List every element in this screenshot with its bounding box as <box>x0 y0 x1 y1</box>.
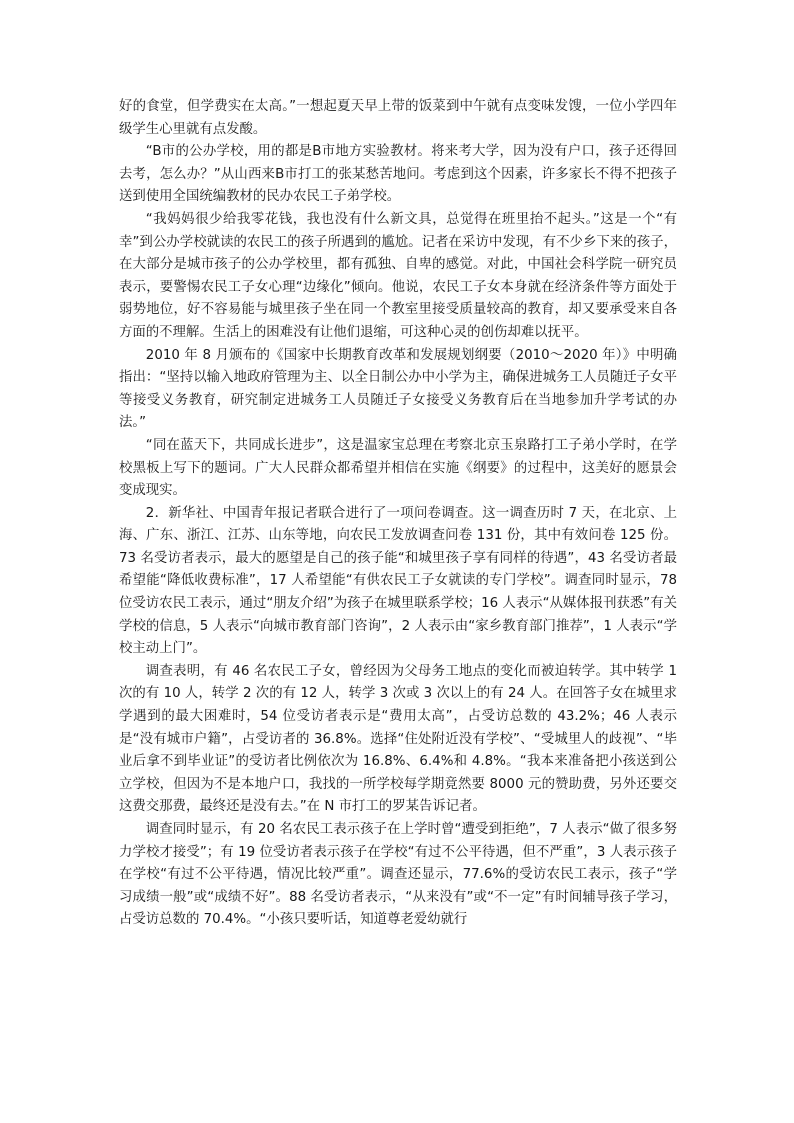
paragraph-transfer-findings: 调查表明，有 46 名农民工子女，曾经因为父母务工地点的变化而被迫转学。其中转学 1 次的有 10 人，转学 2 次的有 12 人，转学 3 次或 3 次以上的有 24 人。在回答子女在城里求学遇到的最大困难时，54 位受访者表示是“费用太高”，占受访总数的 43.2%；46 人表示是“没有城市户籍”，占受访者的 36.8%。选择“住处附近没有学校”、“受城里人的歧视”、“毕业后拿不到毕业证”的受访者比例依次为 16.8%、6.4%和 4.8%。“我本来准备把小孩送到公立学校，但因为不是本地户口，我找的一所学校每学期竟然要 8000 元的赞助费，另外还要交这费交那费，最终还是没有去。”在 N 市打工的罗某告诉记者。 <box>119 663 677 815</box>
paragraph-education-plan: 2010 年 8 月颁布的《国家中长期教育改革和发展规划纲要（2010～2020 年）》中明确指出：“坚持以输入地政府管理为主、以全日制公办中小学为主，确保进城务工人员随迁子女平等接受义务教育，研究制定进城务工人员随迁子女接受义务教育后在当地参加升学考试的办法。” <box>119 347 677 431</box>
document-page <box>119 96 677 932</box>
paragraph-survey-intro: 2．新华社、中国青年报记者联合进行了一项问卷调查。这一调查历时 7 天，在北京、上海、广东、浙江、江苏、山东等地，向农民工发放调查问卷 131 份，其中有效问卷 125 份。73 名受访者表示，最大的愿望是自己的孩子能“和城里孩子享有同样的待遇”，43 名受访者最希望能“降低收费标准”，17 人希望能“有供农民工子女就读的专门学校”。调查同时显示，78 位受访农民工表示，通过“朋友介绍”为孩子在城里联系学校；16 人表示“从媒体报刊获悉”有关学校的信息，5 人表示“向城市教育部门咨询”，2 人表示由“家乡教育部门推荐”，1 人表示“学校主动上门”。 <box>119 505 677 657</box>
paragraph-blue-sky-quote: “同在蓝天下，共同成长进步”，这是温家宝总理在考察北京玉泉路打工子弟小学时，在学校黑板上写下的题词。广大人民群众都希望并相信在实施《纲要》的过程中，这美好的愿景会变成现实。 <box>119 437 677 499</box>
paragraph-unfair-treatment: 调查同时显示，有 20 名农民工表示孩子在上学时曾“遭受到拒绝”，7 人表示“做了很多努力学校才接受”；有 19 位受访者表示孩子在学校“有过不公平待遇，但不严重”，3 人表示孩子在学校“有过不公平待遇，情况比较严重”。调查还显示，77.6%的受访农民工表示，孩子“学习成绩一般”或“成绩不好”。88 名受访者表示，“从来没有”或“不一定”有时间辅导孩子学习，占受访总数的 70.4%。“小孩只要听话，知道尊老爱幼就行 <box>119 822 677 928</box>
paragraph-textbook-issue: “B市的公办学校，用的都是B市地方实验教材。将来考大学，因为没有户口，孩子还得回去考，怎么办？”从山西来B市打工的张某愁苦地问。考虑到这个因素，许多家长不得不把孩子送到使用全国统编教材的民办农民工子弟学校。 <box>119 144 677 205</box>
paragraph-marginalization: “我妈妈很少给我零花钱，我也没有什么新文具，总觉得在班里抬不起头。”这是一个“有幸”到公办学校就读的农民工的孩子所遇到的尴尬。记者在采访中发现，有不少乡下来的孩子，在大部分是城市孩子的公办学校里，都有孤独、自卑的感觉。对此，中国社会科学院一研究员表示，要警惕农民工子女心理“边缘化”倾向。他说，农民工子女本身就在经济条件等方面处于弱势地位，好不容易能与城里孩子坐在同一个教室里接受质量较高的教育，却又要承受来自各方面的不理解。生活上的困难没有让他们退缩，可这种心灵的创伤却难以抚平。 <box>119 211 677 340</box>
paragraph-continuation: 好的食堂，但学费实在太高。”一想起夏天早上带的饭菜到中午就有点变味发馊，一位小学四年级学生心里就有点发酸。 <box>119 99 677 137</box>
